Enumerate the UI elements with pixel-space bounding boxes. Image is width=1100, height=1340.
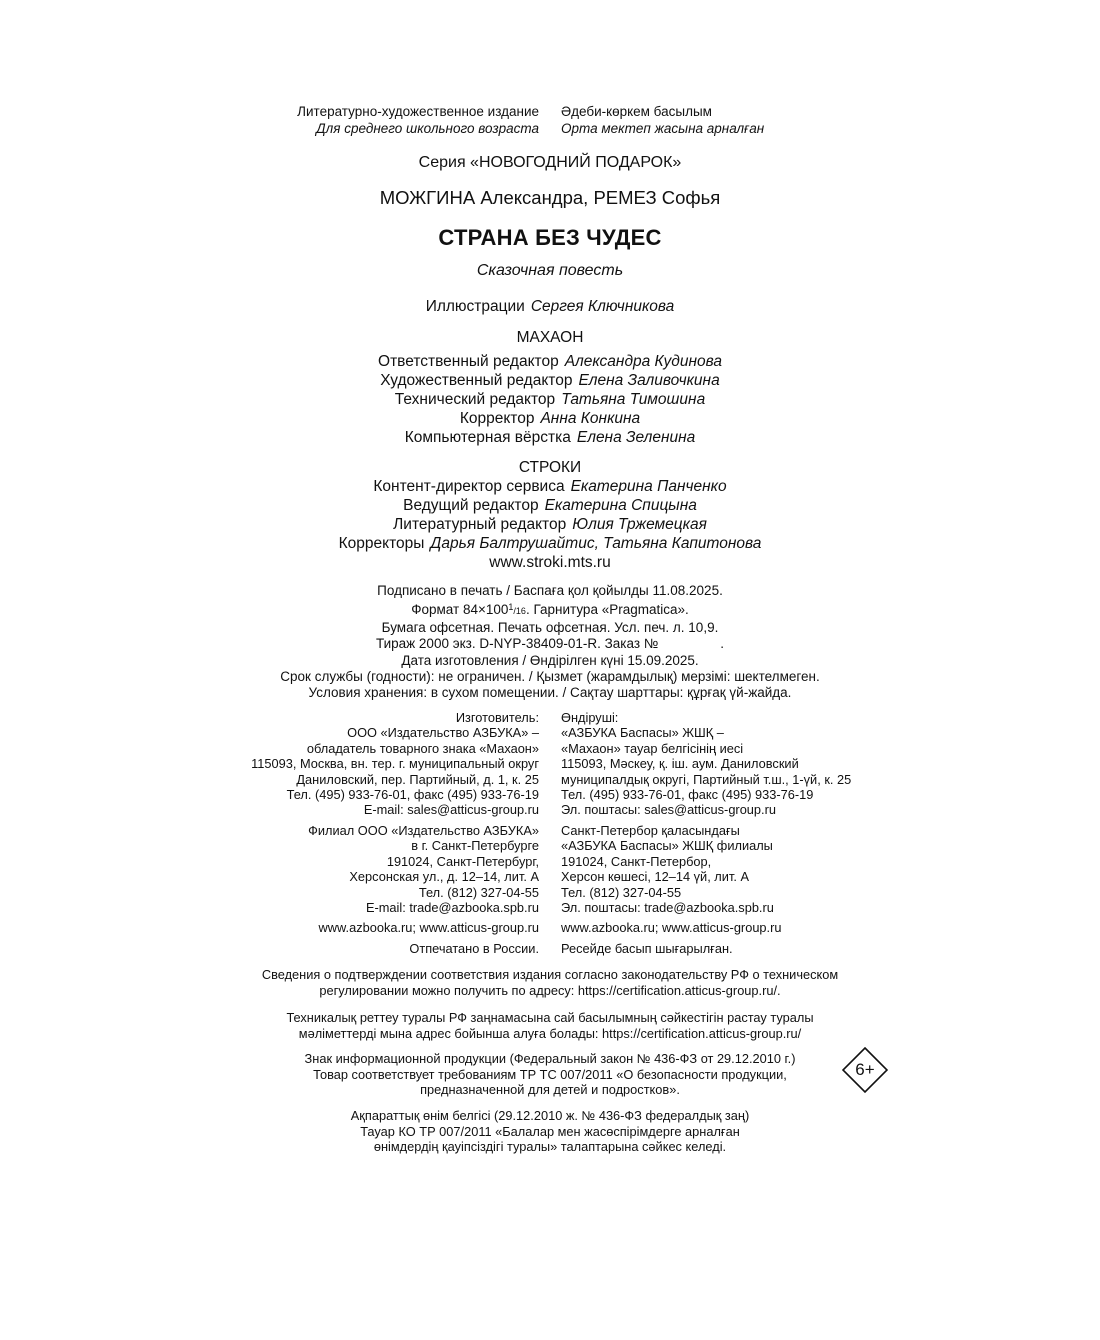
storage-conditions: Условия хранения: в сухом помещении. / Сақтау шарттары: құрғақ үй-жайда.	[308, 685, 792, 701]
format-fraction: $^1$/16	[508, 602, 526, 617]
manufacturer-ru	[251, 710, 539, 818]
manufacturer-line: муниципалдық округі, Партийный т.ш., 1-үй, к. 25	[561, 771, 852, 787]
branch-line: Санкт-Петербор қаласындағы	[561, 823, 740, 838]
publisher-stroki: СТРОКИ	[518, 459, 582, 476]
credit-name: Екатерина Спицына	[544, 497, 697, 514]
certification-line: мәліметтерді мына адрес бойынша алуға болады: https://certification.atticus-group.ru/	[298, 1025, 802, 1041]
credit-line	[0, 390, 1100, 409]
paper-line: Бумага офсетная. Печать офсетная. Усл. печ. л. 10,9.	[381, 619, 719, 635]
certification-line: Сведения о подтверждении соответствия издания согласно законодательству РФ о техническом	[261, 967, 839, 982]
info-sign-line: өнімдердің қауіпсіздігі туралы» талаптарына сәйкес келеді.	[373, 1139, 727, 1155]
info-sign-line: Тауар КО ТР 007/2011 «Балалар мен жасөспірімдерге арналған	[360, 1123, 740, 1139]
printed-in-ru: Отпечатано в России.	[409, 941, 539, 956]
frac-num: 1	[508, 602, 514, 613]
websites-ru: www.azbooka.ru; www.atticus-group.ru	[318, 920, 539, 935]
info-sign-line: Ақпараттық өнім белгісі (29.12.2010 ж. № 436-ФЗ федералдық заң)	[350, 1108, 750, 1123]
info-sign-line: Товар соответствует требованиям ТР ТС 007/2011 «О безопасности продукции,	[313, 1066, 787, 1082]
print-run: Тираж 2000 экз. D-NYP-38409-01-R. Заказ №	[375, 636, 659, 652]
stroki-credits	[0, 477, 1100, 572]
credit-name: Юлия Тржемецкая	[572, 516, 707, 533]
branch-line: Тел. (812) 327-04-55	[561, 884, 682, 900]
credit-role: Контент-директор сервиса	[373, 478, 565, 495]
format-prefix: Формат 84×100	[411, 602, 509, 618]
manufacturer-line: Тел. (495) 933-76-01, факс (495) 933-76-19	[561, 787, 814, 803]
printed-in-kz: Ресейде басып шығарылған.	[561, 941, 733, 956]
manufacturer-line: 115093, Москва, вн. тер. г. муниципальный округ	[251, 756, 539, 772]
websites-kz: www.azbooka.ru; www.atticus-group.ru	[561, 920, 782, 935]
format-line	[0, 599, 1100, 619]
credit-name: Елена Зеленина	[576, 429, 696, 446]
publisher-makhaon: МАХАОН	[516, 329, 584, 346]
info-sign-line: Знак информационной продукции (Федеральный закон № 436-ФЗ от 29.12.2010 г.)	[304, 1051, 796, 1066]
certification-line: Техникалық реттеу туралы РФ заңнамасына сай басылымның сәйкестігін растау туралы	[286, 1010, 814, 1025]
branch-line: Херсон көшесі, 12–14 үй, лит. А	[561, 869, 750, 885]
credit-name: Татьяна Тимошина	[561, 391, 706, 408]
credit-role: Ведущий редактор	[403, 497, 539, 514]
branch-line: 191024, Санкт-Петербор,	[561, 853, 712, 869]
audience-ru: Для среднего школьного возраста	[316, 121, 539, 136]
credit-name: Елена Заливочкина	[578, 372, 720, 389]
age-rating-badge	[842, 1047, 888, 1093]
stroki-website: www.stroki.mts.ru	[489, 554, 611, 571]
branch-line: E-mail: trade@azbooka.spb.ru	[365, 900, 539, 916]
signed-date: Подписано в печать / Баспаға қол қойылды 11.08.2025.	[377, 583, 723, 598]
manufacturer-kz	[561, 710, 851, 818]
print-run-line	[0, 636, 1100, 652]
branch-line: Тел. (812) 327-04-55	[418, 884, 539, 900]
manufacturer-line: Эл. поштасы: sales@atticus-group.ru	[561, 802, 776, 818]
branch-line: Херсонская ул., д. 12–14, лит. А	[349, 869, 539, 885]
manufacturer-line: Изготовитель:	[455, 710, 539, 725]
genre-kz: Әдеби-көркем басылым	[561, 104, 712, 119]
book-subtitle: Сказочная повесть	[476, 262, 624, 279]
manufacturer-line: Өндіруші:	[561, 710, 619, 725]
credit-name: Александра Кудинова	[564, 353, 722, 370]
credit-role: Компьютерная вёрстка	[404, 429, 571, 446]
branch-line: в г. Санкт-Петербурге	[411, 838, 539, 854]
illustrations-label: Иллюстрации	[425, 298, 525, 315]
certification-kz	[0, 1010, 1100, 1041]
credit-name: Анна Конкина	[540, 410, 641, 427]
manufactured-date: Дата изготовления / Өндірілген күні 15.09.2025.	[401, 652, 699, 668]
manufacturer-line: 115093, Мәскеу, қ. іш. аум. Даниловский	[561, 756, 799, 772]
credit-role: Литературный редактор	[393, 516, 567, 533]
branch-kz	[561, 823, 774, 915]
shelf-life: Срок службы (годности): не ограничен. / Қызмет (жарамдылық) мерзімі: шектелмеген.	[280, 669, 820, 685]
age-rating: 6+	[855, 1060, 875, 1079]
book-title: СТРАНА БЕЗ ЧУДЕС	[438, 225, 662, 250]
credit-line	[0, 515, 1100, 534]
credit-line	[0, 409, 1100, 428]
credit-name: Екатерина Панченко	[570, 478, 727, 495]
certification-line: регулировании можно получить по адресу: https://certification.atticus-group.ru/.	[319, 982, 781, 998]
credit-role: Ответственный редактор	[378, 353, 559, 370]
format-suffix: . Гарнитура «Pragmatica».	[525, 602, 689, 618]
makhaon-credits	[0, 352, 1100, 447]
credit-line	[0, 496, 1100, 515]
manufacturer-line: ООО «Издательство АЗБУКА» –	[347, 725, 539, 741]
credit-line	[0, 428, 1100, 447]
info-sign-kz	[0, 1108, 1100, 1155]
authors: МОЖГИНА Александра, РЕМЕЗ Софья	[379, 187, 721, 208]
imprint-details	[0, 583, 1100, 702]
manufacturer-line: E-mail: sales@atticus-group.ru	[363, 802, 539, 818]
manufacturer-line: Тел. (495) 933-76-01, факс (495) 933-76-19	[286, 787, 539, 803]
credit-role: Художественный редактор	[380, 372, 573, 389]
credit-line	[0, 477, 1100, 496]
branch-ru	[308, 823, 539, 915]
certification-ru	[0, 967, 1100, 998]
credit-line	[0, 371, 1100, 390]
credit-name: Дарья Балтрушайтис, Татьяна Капитонова	[430, 535, 762, 552]
credit-role: Корректоры	[338, 535, 425, 552]
branch-line: Филиал ООО «Издательство АЗБУКА»	[308, 823, 539, 838]
branch-line: Эл. поштасы: trade@azbooka.spb.ru	[561, 900, 774, 916]
illustrator-name: Сергея Ключникова	[530, 298, 675, 315]
credit-role: Корректор	[459, 410, 535, 427]
print-run-end: .	[720, 636, 725, 652]
branch-line: 191024, Санкт-Петербург,	[386, 853, 539, 869]
info-sign-ru	[250, 1051, 850, 1098]
manufacturer-line: Даниловский, пер. Партийный, д. 1, к. 25	[296, 771, 539, 787]
manufacturer-line: «Махаон» тауар белгісінің иесі	[561, 740, 744, 756]
credit-line	[0, 352, 1100, 371]
info-sign-line: предназначенной для детей и подростков».	[420, 1082, 680, 1098]
manufacturer-line: обладатель товарного знака «Махаон»	[306, 740, 539, 756]
credit-role: Технический редактор	[394, 391, 556, 408]
branch-line: «АЗБУКА Баспасы» ЖШҚ филиалы	[561, 838, 773, 854]
header-right	[561, 103, 764, 137]
credit-line	[0, 534, 1100, 553]
manufacturer-line: «АЗБУКА Баспасы» ЖШҚ –	[561, 725, 724, 741]
audience-kz: Орта мектеп жасына арналған	[561, 121, 765, 136]
illustrations-credit	[0, 297, 1100, 316]
header-left	[297, 103, 539, 137]
series-title: Серия «НОВОГОДНИЙ ПОДАРОК»	[418, 154, 682, 171]
genre-ru: Литературно-художественное издание	[297, 104, 539, 119]
frac-den: 16	[515, 606, 526, 617]
